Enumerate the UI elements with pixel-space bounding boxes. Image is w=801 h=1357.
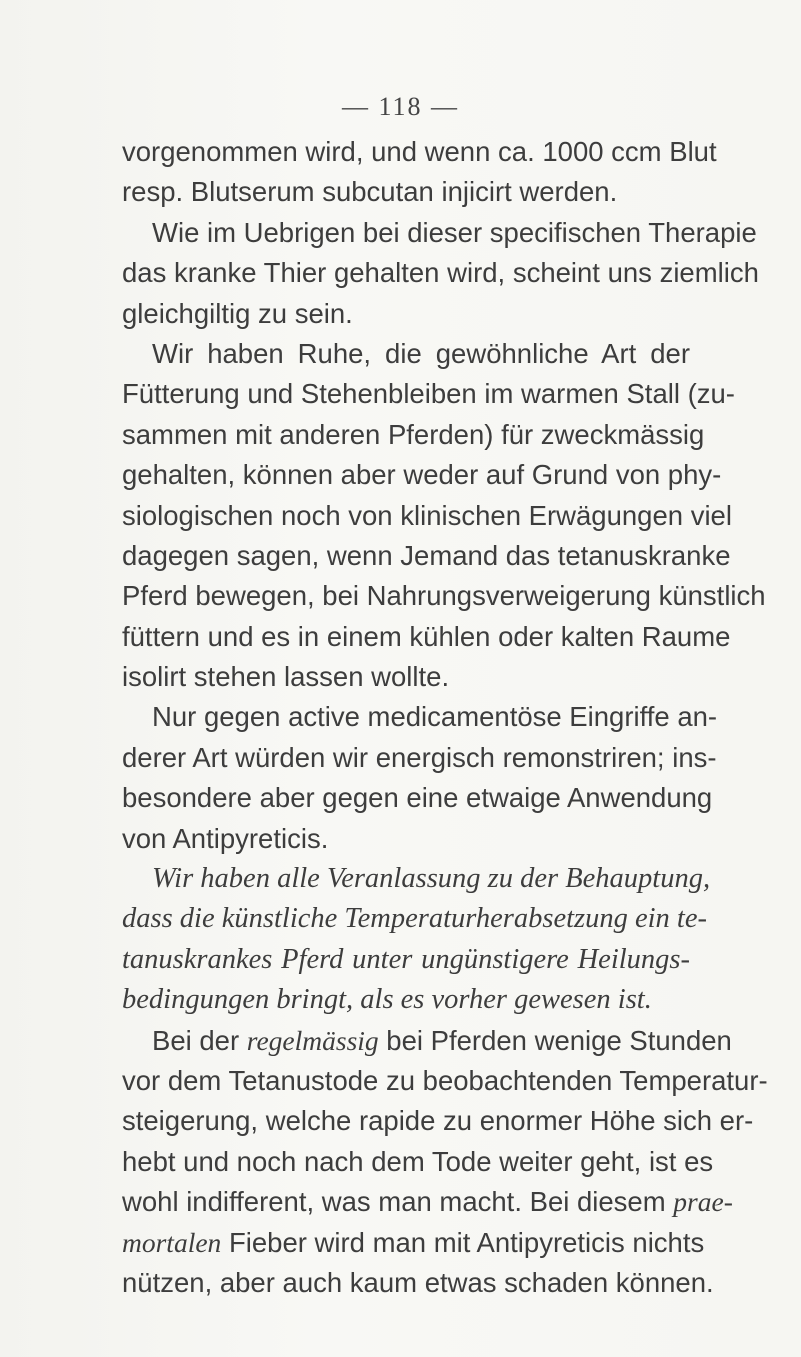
- text-line: [122, 1223, 705, 1263]
- text-line: Nur gegen active medicamentöse Eingriffe an-: [152, 701, 718, 733]
- text-line: Pferd bewegen, bei Nahrungsverweigerung künstlich: [122, 580, 766, 612]
- body-text: [122, 132, 768, 1303]
- text-line: Fütterung und Stehenbleiben im warmen Stall (zu-: [122, 378, 735, 410]
- text-run: Fieber wird man mit Antipyreticis nichts: [221, 1226, 705, 1258]
- text-line: siologischen noch von klinischen Erwägungen viel: [122, 499, 732, 531]
- text-line: hebt und noch nach dem Tode weiter geht, ist es: [122, 1145, 714, 1177]
- italic-text-line: bedingungen bringt, als es vorher gewesen ist.: [122, 984, 652, 1016]
- page-number: — 118 —: [341, 92, 460, 121]
- italic-text-line: dass die künstliche Temperaturherabsetzung ein te-: [122, 903, 707, 935]
- emphasis-text: regelmässig: [246, 1024, 379, 1056]
- text-line: nützen, aber auch kaum etwas schaden können.: [122, 1266, 714, 1298]
- text-line: sammen mit anderen Pferden) für zweckmässig: [122, 418, 705, 450]
- italic-text-line: Wir haben alle Veranlassung zu der Behauptung,: [152, 863, 711, 895]
- text-line: [122, 1182, 733, 1222]
- emphasis-text: prae-: [673, 1186, 733, 1218]
- text-line: steigerung, welche rapide zu enormer Höhe sich er-: [122, 1105, 754, 1137]
- text-line: vorgenommen wird, und wenn ca. 1000 ccm Blut: [122, 136, 717, 167]
- text-line: resp. Blutserum subcutan injicirt werden.: [122, 176, 618, 208]
- text-line: dagegen sagen, wenn Jemand das tetanuskranke: [122, 539, 731, 571]
- text-run: bei Pferden wenige Stunden: [378, 1024, 732, 1056]
- text-line: füttern und es in einem kühlen oder kalten Raume: [122, 620, 731, 652]
- text-line: isolirt stehen lassen wollte.: [122, 661, 450, 693]
- text-line: gehalten, können aber weder auf Grund von phy-: [122, 459, 722, 491]
- text-line: Wir haben Ruhe, die gewöhnliche Art der: [152, 337, 690, 369]
- text-run: Bei der: [152, 1024, 247, 1056]
- text-run: wohl indifferent, was man macht. Bei diesem: [122, 1186, 674, 1218]
- text-line: [122, 1021, 732, 1061]
- emphasis-text: mortalen: [122, 1226, 222, 1258]
- italic-text-line: tanuskrankes Pferd unter ungünstigere Heilungs-: [122, 943, 690, 975]
- text-line: von Antipyreticis.: [122, 822, 329, 854]
- text-line: das kranke Thier gehalten wird, scheint uns ziemlich: [122, 257, 759, 289]
- text-line: derer Art würden wir energisch remonstriren; ins-: [122, 741, 717, 773]
- text-line: vor dem Tetanustode zu beobachtenden Temperatur-: [122, 1064, 768, 1096]
- text-line: Wie im Uebrigen bei dieser specifischen Therapie: [152, 216, 757, 248]
- text-line: besondere aber gegen eine etwaige Anwendung: [122, 782, 713, 814]
- text-line: gleichgiltig zu sein.: [122, 297, 353, 329]
